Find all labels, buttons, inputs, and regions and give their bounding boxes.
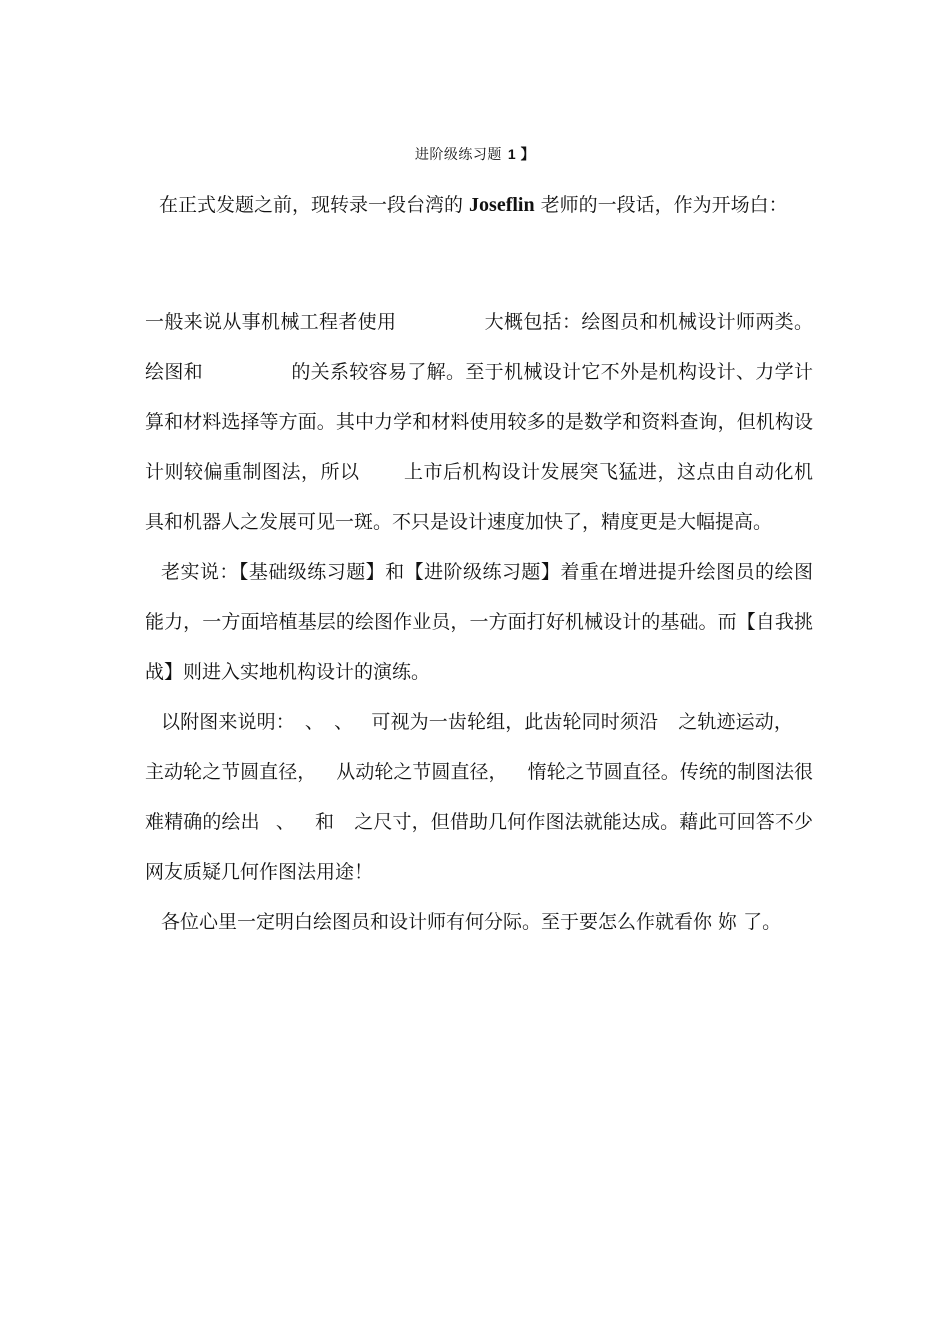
paragraph-3 [145, 697, 813, 897]
paragraph-4: 各位心里一定明白绘图员和设计师有何分际。至于要怎么作就看你 妳 了。 [161, 911, 782, 933]
body-content [145, 297, 813, 947]
paragraph-1-part-4: 上市后机构设计发展突飞猛进，这点由自动化机具和机器人之发展可见一斑。不只是设计速度加快了，精度更是大幅提高。 [145, 461, 813, 533]
title-number: 1 】 [507, 146, 536, 162]
paragraph-3-part-8: 惰轮之节圆直径。传统的制图法很难精确的绘出 [145, 761, 813, 833]
paragraph-3-part-10: 和 [314, 811, 335, 833]
intro-text-after: 老师的一段话，作为开场白： [534, 194, 788, 216]
intro-text-before: 在正式发题之前，现转录一段台湾的 [159, 194, 470, 216]
paragraph-3-part-5: 之轨迹运动， [678, 711, 793, 733]
paragraph-3-part-9: 、 [275, 811, 295, 833]
paragraph-3-part-1: 以附图来说明： [161, 711, 295, 733]
paragraph-3-part-3: 、 [334, 711, 354, 733]
paragraph-1-part-3: 的关系较容易了解。至于机械设计它不外是机构设计、力学计算和材料选择等方面。其中力学和材料使用较多的是数学和资料查询，但机构设计则较偏重制图法，所以 [145, 361, 813, 483]
paragraph-1-part-1: 一般来说从事机械工程者使用 [145, 311, 397, 333]
author-name: Joseflin [469, 194, 535, 216]
paragraph-3-part-2: 、 [304, 711, 325, 733]
intro-paragraph [145, 181, 817, 230]
paragraph-1 [145, 297, 813, 547]
document-title [0, 144, 950, 164]
title-text: 进阶级练习题 [414, 147, 502, 163]
paragraph-2: 老实说：【基础级练习题】和【进阶级练习题】着重在增进提升绘图员的绘图能力，一方面培植基层的绘图作业员，一方面打好机械设计的基础。而【自我挑战】则进入实地机构设计的演练。 [145, 561, 813, 683]
paragraph-3-part-6: 主动轮之节圆直径， [145, 761, 317, 783]
paragraph-1-part-2: 大概包括：绘图员和机械设计师两类。绘图和 [145, 311, 813, 383]
paragraph-3-part-7: 从动轮之节圆直径， [336, 761, 508, 783]
paragraph-3-part-11: 之尺寸，但借助几何作图法就能达成。藉此可回答不少网友质疑几何作图法用途！ [145, 811, 813, 883]
paragraph-3-part-4: 可视为一齿轮组，此齿轮同时须沿 [371, 711, 659, 733]
